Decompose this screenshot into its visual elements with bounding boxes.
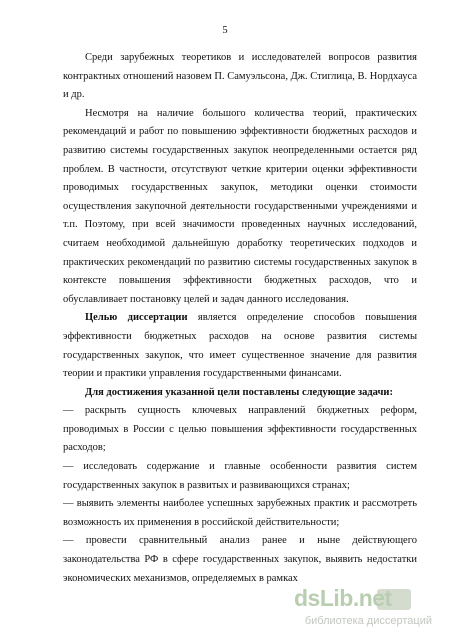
- task-item: — исследовать содержание и главные особенности развития систем государственных закупок в развитых и развивающихся странах;: [63, 461, 417, 491]
- task-item: — выявить элементы наиболее успешных зарубежных практик и рассмотреть возможность их применения в российской действительности;: [63, 498, 417, 528]
- paragraph: Среди зарубежных теоретиков и исследователей вопросов развития контрактных отношений назовем П. Самуэльсона, Дж. Стиглица, В. Нордхауса и др.: [63, 52, 417, 101]
- task-item: — раскрыть сущность ключевых направлений бюджетных реформ, проводимых в России с целью повышения эффективности государственных расходов;: [63, 405, 417, 454]
- tasks-heading: [63, 384, 417, 403]
- goal-paragraph: [63, 309, 417, 383]
- watermark: [282, 585, 432, 627]
- watermark-caption: библиотека диссертаций: [304, 615, 432, 627]
- watermark-logo: [282, 585, 432, 613]
- document-body: [63, 49, 417, 588]
- goal-lead: Целью диссертации: [85, 312, 188, 324]
- tasks-heading-text: Для достижения указанной цели поставлены следующие задачи:: [85, 386, 393, 398]
- watermark-logo-text: dsLib.net: [294, 585, 392, 611]
- goal-text: является определение способов повышения эффективности бюджетных расходов на основе развития системы государственных закупок, что имеет существенное значение для развития теории и практики управления государственными финансами.: [63, 312, 417, 380]
- paragraph: Несмотря на наличие большого количества теорий, практических рекомендаций и работ по повышению эффективности бюджетных расходов и развитию системы государственных закупок неопределенными остается ряд проблем. В частности, отсутствуют четкие критерии оценки эффективности проводимых государственных закупок, методики оценки стоимости осуществления закупочной деятельности государственными учреждениями и т.п. Поэтому, при всей значимости проведенных научных исследований, считаем необходимой дальнейшую доработку теоретических подходов и практических рекомендаций по развитию системы государственных закупок в контексте повышения эффективности бюджетных расходов, что и обуславливает постановку целей и задач данного исследования.: [63, 107, 417, 305]
- page-number: 5: [222, 25, 228, 36]
- task-item: — провести сравнительный анализ ранее и ныне действующего законодательства РФ в сфере государственных закупок, выявить недостатки экономических механизмов, определяемых в рамках: [63, 535, 417, 584]
